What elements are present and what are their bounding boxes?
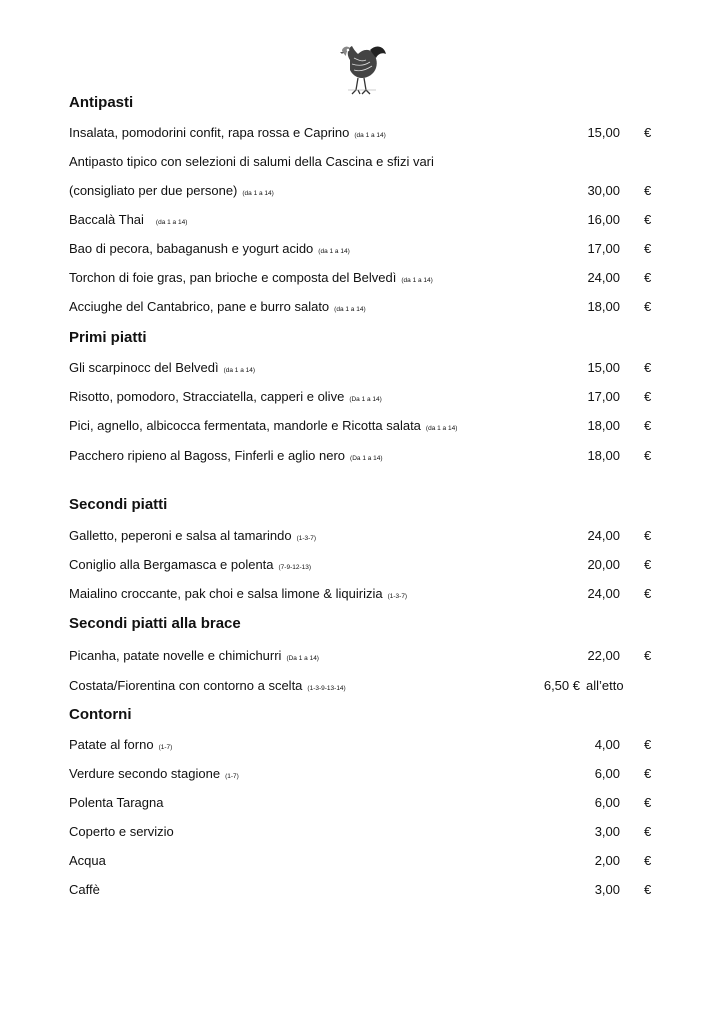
currency-symbol: € [644,528,652,543]
item-price: 18,00 [587,448,620,463]
menu-item [0,123,724,143]
item-price: 20,00 [587,557,620,572]
item-price: 16,00 [587,212,620,227]
menu-item [0,358,724,378]
item-price: 2,00 [594,853,620,868]
item-name: Patate al forno [69,737,154,752]
section-title-brace: Secondi piatti alla brace [69,615,241,632]
item-name: Baccalà Thai [69,212,144,227]
allergen-note: (da 1 a 14) [334,306,366,313]
allergen-note: (da 1 a 14) [354,132,386,139]
menu-item [0,446,724,466]
menu-item [0,676,724,696]
item-name: Insalata, pomodorini confit, rapa rossa e Caprino [69,125,350,140]
allergen-note: (da 1 a 14) [223,367,256,374]
currency-symbol: € [644,737,652,752]
allergen-note: (1-7) [158,744,173,751]
item-name: Galletto, peperoni e salsa al tamarindo [69,528,292,543]
item-name: (consigliato per due persone) [69,183,238,198]
allergen-note: (da 1 a 14) [155,219,188,226]
item-price: 15,00 [587,125,620,140]
menu-item [0,735,724,755]
allergen-note: (Da 1 a 14) [286,655,319,662]
item-name: Costata/Fiorentina con contorno a scelta [69,678,303,693]
item-price: 22,00 [587,648,620,663]
menu-item [0,764,724,784]
item-price: 3,00 [594,824,620,839]
menu-item [0,526,724,546]
currency-symbol: € [644,360,652,375]
menu-item [0,793,724,813]
item-price: 18,00 [587,299,620,314]
item-name: Gli scarpinocc del Belvedì [69,360,219,375]
allergen-note: (1-3-7) [387,593,408,600]
section-title-antipasti: Antipasti [69,94,134,111]
allergen-note: (Da 1 a 14) [349,396,382,403]
section-title-contorni: Contorni [69,706,132,723]
menu-item [0,822,724,842]
section-title-secondi: Secondi piatti [69,496,168,513]
allergen-note: (Da 1 a 14) [350,455,383,462]
allergen-note: (da 1 a 14) [242,190,274,197]
item-name: Pacchero ripieno al Bagoss, Finferli e aglio nero [69,448,346,463]
menu-item [0,152,724,172]
currency-symbol: € [644,183,652,198]
currency-symbol: € [644,212,652,227]
item-price: 6,50 € [543,678,580,693]
currency-symbol: € [644,557,652,572]
currency-symbol: € [644,418,652,433]
currency-symbol: € [644,125,652,140]
menu-item [0,880,724,900]
menu-item [0,210,724,230]
item-name: Polenta Taragna [69,795,164,810]
item-name: Caffè [69,882,100,897]
currency-symbol: € [644,648,652,663]
allergen-note: (1-3-9-13-14) [307,685,346,692]
item-name: Antipasto tipico con selezioni di salumi della Cascina e sfizi vari [69,154,434,169]
currency-symbol: € [644,882,652,897]
price-unit: all’etto [586,678,624,693]
currency-symbol: € [644,299,652,314]
menu-item [0,181,724,201]
menu-item [0,646,724,666]
item-price: 17,00 [587,241,620,256]
item-name: Picanha, patate novelle e chimichurri [69,648,282,663]
currency-symbol: € [644,270,652,285]
item-price: 24,00 [587,528,620,543]
item-name: Pici, agnello, albicocca fermentata, mandorle e Ricotta salata [69,418,421,433]
item-name: Verdure secondo stagione [69,766,221,781]
currency-symbol: € [644,586,652,601]
menu-item [0,555,724,575]
menu-item [0,268,724,288]
item-price: 30,00 [587,183,620,198]
allergen-note: (da 1 a 14) [425,425,458,432]
item-price: 4,00 [594,737,620,752]
allergen-note: (7-9-12-13) [278,564,312,571]
item-name: Bao di pecora, babaganush e yogurt acido [69,241,314,256]
currency-symbol: € [644,824,652,839]
item-name: Acciughe del Cantabrico, pane e burro salato [69,299,330,314]
menu-item [0,297,724,317]
item-name: Maialino croccante, pak choi e salsa limone & liquirizia [69,586,383,601]
allergen-note: (1-7) [225,773,239,780]
item-name: Risotto, pomodoro, Stracciatella, capperi e olive [69,389,345,404]
allergen-note: (1-3-7) [296,535,317,542]
currency-symbol: € [644,448,652,463]
section-title-primi: Primi piatti [69,329,147,346]
menu-item [0,416,724,436]
menu-item [0,584,724,604]
item-name: Coperto e servizio [69,824,174,839]
item-price: 24,00 [587,586,620,601]
item-price: 3,00 [594,882,620,897]
item-name: Coniglio alla Bergamasca e polenta [69,557,274,572]
item-price: 6,00 [594,795,620,810]
item-price: 15,00 [587,360,620,375]
item-name: Acqua [69,853,106,868]
menu-item [0,239,724,259]
item-price: 17,00 [587,389,620,404]
item-price: 6,00 [594,766,620,781]
item-price: 18,00 [587,418,620,433]
allergen-note: (da 1 a 14) [318,248,350,255]
currency-symbol: € [644,389,652,404]
currency-symbol: € [644,853,652,868]
menu-item [0,387,724,407]
currency-symbol: € [644,766,652,781]
item-name: Torchon di foie gras, pan brioche e composta del Belvedì [69,270,397,285]
allergen-note: (da 1 a 14) [401,277,433,284]
item-price: 24,00 [587,270,620,285]
currency-symbol: € [644,795,652,810]
currency-symbol: € [644,241,652,256]
rooster-logo-icon [336,40,388,96]
menu-item [0,851,724,871]
